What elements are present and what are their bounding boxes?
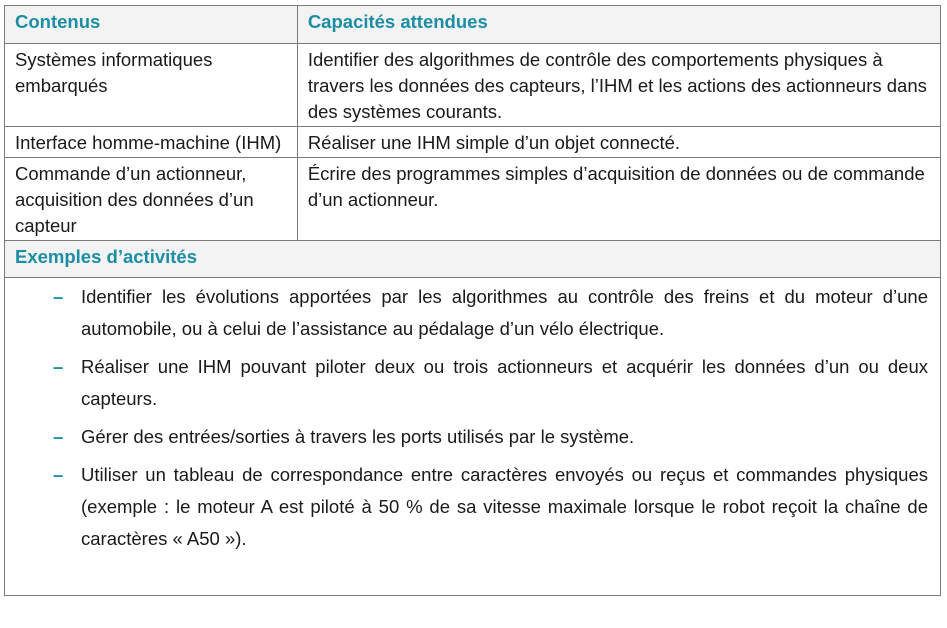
table-row [5, 158, 941, 241]
examples-list [15, 281, 930, 555]
examples-cell [5, 278, 941, 596]
capacity-cell: Identifier des algorithmes de contrôle des comportements physiques à travers les données des capteurs, l’IHM et les actions des actionneurs dans des systèmes courants. [297, 44, 940, 127]
table-header-row [5, 6, 941, 44]
content-cell: Interface homme-machine (IHM) [5, 127, 298, 158]
header-contenus: Contenus [5, 6, 298, 44]
program-table [4, 5, 941, 596]
dash-bullet-icon: – [53, 464, 64, 485]
list-item-text: Utiliser un tableau de correspondance entre caractères envoyés ou reçus et commandes physiques (exemple : le moteur A est piloté à 50 % de sa vitesse maximale lorsque le robot reçoit la chaîne de caractères « A50 »). [81, 464, 928, 549]
list-item-text: Réaliser une IHM pouvant piloter deux ou trois actionneurs et acquérir les données d’un ou deux capteurs. [81, 356, 928, 409]
dash-bullet-icon: – [53, 356, 64, 377]
content-cell: Commande d’un actionneur, acquisition des données d’un capteur [5, 158, 298, 241]
program-document [4, 5, 941, 596]
table-row [5, 44, 941, 127]
dash-bullet-icon: – [53, 426, 64, 447]
content-cell: Systèmes informatiques embarqués [5, 44, 298, 127]
capacity-cell: Écrire des programmes simples d’acquisition de données ou de commande d’un actionneur. [297, 158, 940, 241]
examples-title: Exemples d’activités [5, 241, 941, 278]
list-item-text: Gérer des entrées/sorties à travers les ports utilisés par le système. [81, 426, 635, 447]
list-item [15, 281, 930, 345]
header-capacites: Capacités attendues [297, 6, 940, 44]
table-row [5, 127, 941, 158]
list-item-text: Identifier les évolutions apportées par les algorithmes au contrôle des freins et du moteur d’une automobile, ou à celui de l’assistance au pédalage d’un vélo électrique. [81, 286, 928, 339]
list-item [15, 459, 930, 555]
examples-body-row [5, 278, 941, 596]
dash-bullet-icon: – [53, 286, 64, 307]
capacity-cell: Réaliser une IHM simple d’un objet connecté. [297, 127, 940, 158]
list-item [15, 421, 930, 453]
examples-header-row [5, 241, 941, 278]
list-item [15, 351, 930, 415]
